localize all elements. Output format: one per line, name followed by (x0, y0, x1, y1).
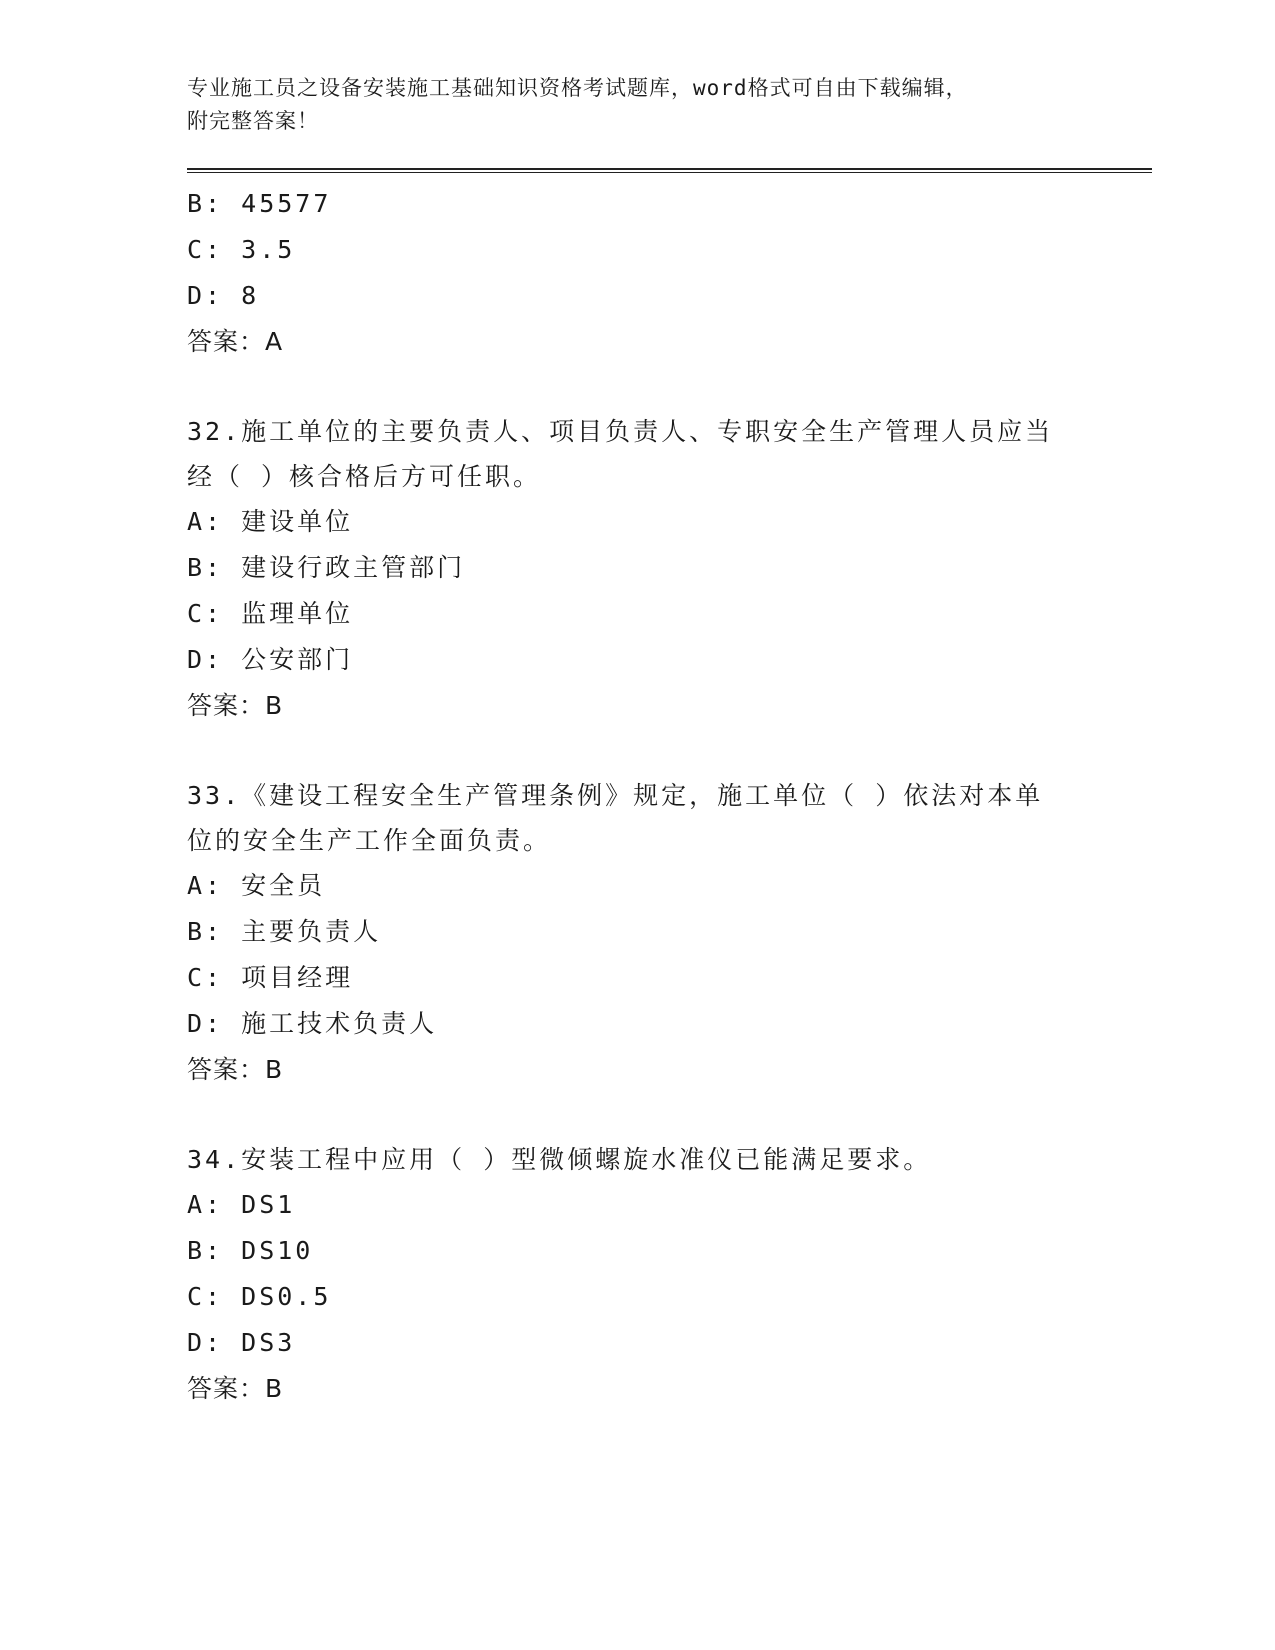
question-text-line-1: 32.施工单位的主要负责人、项目负责人、专职安全生产管理人员应当 (187, 417, 1054, 446)
option-c: C: 项目经理 (187, 963, 354, 992)
option-b: B: 主要负责人 (187, 917, 382, 946)
option-b: B: 建设行政主管部门 (187, 553, 466, 582)
question-text-line-2: 经（ ）核合格后方可任职。 (187, 462, 542, 491)
option-d: D: DS3 (187, 1328, 296, 1357)
option-b: B: DS10 (187, 1236, 314, 1265)
header-divider (187, 168, 1152, 173)
question-31-tail (187, 181, 1152, 365)
option-c: C: DS0.5 (187, 1282, 332, 1311)
header-line-1: 专业施工员之设备安装施工基础知识资格考试题库，word格式可自由下载编辑， (187, 76, 968, 100)
answer: 答案：A (187, 327, 284, 356)
option-d: D: 8 (187, 281, 260, 310)
question-32 (187, 409, 1152, 729)
option-b: B: 45577 (187, 189, 332, 218)
question-33 (187, 773, 1152, 1093)
option-d: D: 公安部门 (187, 645, 354, 674)
option-d: D: 施工技术负责人 (187, 1009, 438, 1038)
option-a: A: 安全员 (187, 871, 326, 900)
document-header (187, 72, 1152, 138)
option-c: C: 监理单位 (187, 599, 354, 628)
document-page (187, 72, 1152, 1412)
answer: 答案：B (187, 1055, 284, 1084)
header-line-2: 附完整答案！ (187, 109, 319, 133)
answer: 答案：B (187, 691, 284, 720)
option-a: A: 建设单位 (187, 507, 354, 536)
option-c: C: 3.5 (187, 235, 296, 264)
option-a: A: DS1 (187, 1190, 296, 1219)
question-34 (187, 1137, 1152, 1412)
answer: 答案：B (187, 1374, 284, 1403)
question-text-line-1: 33.《建设工程安全生产管理条例》规定，施工单位（ ）依法对本单 (187, 781, 1044, 810)
question-text-line-2: 位的安全生产工作全面负责。 (187, 826, 552, 855)
question-text-line-1: 34.安装工程中应用（ ）型微倾螺旋水准仪已能满足要求。 (187, 1145, 932, 1174)
